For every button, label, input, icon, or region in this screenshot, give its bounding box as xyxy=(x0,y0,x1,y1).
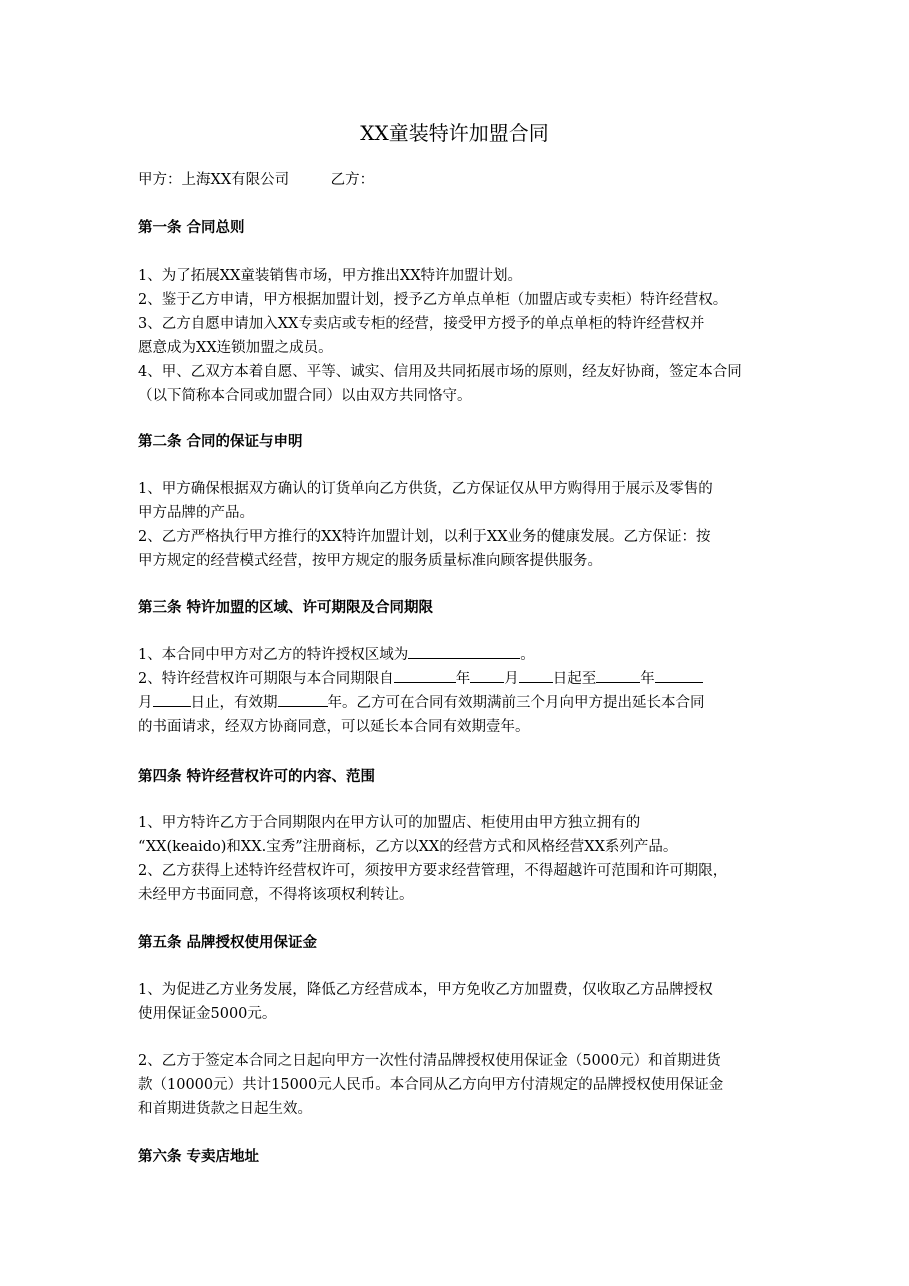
parties-line xyxy=(138,170,374,190)
party-b: 乙方： xyxy=(330,172,375,188)
section-4-line: 2、乙方获得上述特许经营权许可，须按甲方要求经营管理，不得超越许可范围和许可期限， xyxy=(138,863,728,879)
section-2-line: 1、甲方确保根据双方确认的订货单向乙方供货，乙方保证仅从甲方购得用于展示及零售的 xyxy=(138,481,713,497)
validity-years-blank[interactable] xyxy=(278,692,328,707)
section-5-body-b xyxy=(138,1049,778,1121)
section-1-line: 4、甲、乙双方本着自愿、平等、诚实、信用及共同拓展市场的原则，经友好协商，签定本合同 xyxy=(138,364,742,380)
section-5-line: 使用保证金5000元。 xyxy=(138,1006,277,1022)
start-month-blank[interactable] xyxy=(470,668,504,683)
section-4-line: 未经甲方书面同意，不得将该项权利转让。 xyxy=(138,887,414,903)
section-1-line: （以下简称本合同或加盟合同）以由双方共同恪守。 xyxy=(138,388,472,404)
section-2-line: 2、乙方严格执行甲方推行的XX特许加盟计划，以利于XX业务的健康发展。乙方保证：按 xyxy=(138,529,711,545)
section-5-heading: 第五条 品牌授权使用保证金 xyxy=(138,934,318,951)
section-1-line: 3、乙方自愿申请加入XX专卖店或专柜的经营，接受甲方授予的单点单柜的特许经营权并 xyxy=(138,316,705,332)
end-year-blank[interactable] xyxy=(596,668,640,683)
end-day-blank[interactable] xyxy=(153,692,191,707)
section-5-line: 1、为促进乙方业务发展，降低乙方经营成本，甲方免收乙方加盟费，仅收取乙方品牌授权 xyxy=(138,982,713,998)
term-line-1: 2、特许经营权许可期限与本合同期限自 年 月 日起至 年 xyxy=(138,667,778,691)
section-3-body xyxy=(138,643,778,739)
section-5-body-a xyxy=(138,978,778,1026)
section-4-body xyxy=(138,811,778,907)
section-3-heading: 第三条 特许加盟的区域、许可期限及合同期限 xyxy=(138,599,434,616)
section-5-line: 2、乙方于签定本合同之日起向甲方一次性付清品牌授权使用保证金（5000元）和首期进货 xyxy=(138,1053,721,1069)
section-4-line: 1、甲方特许乙方于合同期限内在甲方认可的加盟店、柜使用由甲方独立拥有的 xyxy=(138,815,641,831)
section-1-heading: 第一条 合同总则 xyxy=(138,219,245,236)
section-1-body xyxy=(138,264,778,408)
start-year-blank[interactable] xyxy=(394,668,456,683)
start-day-blank[interactable] xyxy=(519,668,553,683)
term-line-3: 的书面请求，经双方协商同意，可以延长本合同有效期壹年。 xyxy=(138,719,530,735)
section-2-body xyxy=(138,477,778,573)
section-1-line: 2、鉴于乙方申请，甲方根据加盟计划，授予乙方单点单柜（加盟店或专卖柜）特许经营权。 xyxy=(138,292,728,308)
party-a: 甲方：上海XX有限公司 xyxy=(138,172,290,188)
section-4-heading: 第四条 特许经营权许可的内容、范围 xyxy=(138,768,376,785)
section-1-line: 1、为了拓展XX童装销售市场，甲方推出XX特许加盟计划。 xyxy=(138,268,523,284)
section-5-line: 款（10000元）共计15000元人民币。本合同从乙方向甲方付清规定的品牌授权使用保证金 xyxy=(138,1077,724,1093)
section-2-line: 甲方规定的经营模式经营，按甲方规定的服务质量标准向顾客提供服务。 xyxy=(138,553,602,569)
section-5-line: 和首期进货款之日起生效。 xyxy=(138,1101,312,1117)
page-title: XX童装特许加盟合同 xyxy=(360,121,549,145)
section-1-line: 愿意成为XX连锁加盟之成员。 xyxy=(138,340,333,356)
area-line: 1、本合同中甲方对乙方的特许授权区域为 。 xyxy=(138,643,778,667)
term-line-2: 月 日止，有效期 年。乙方可在合同有效期满前三个月向甲方提出延长本合同 xyxy=(138,691,778,715)
area-blank[interactable] xyxy=(408,644,520,659)
section-2-line: 甲方品牌的产品。 xyxy=(138,505,254,521)
end-month-blank[interactable] xyxy=(655,668,703,683)
section-4-line: “XX(keaido)和XX.宝秀”注册商标，乙方以XX的经营方式和风格经营XX系列产品。 xyxy=(138,839,678,855)
section-6-heading: 第六条 专卖店地址 xyxy=(138,1148,260,1165)
section-2-heading: 第二条 合同的保证与申明 xyxy=(138,433,303,450)
